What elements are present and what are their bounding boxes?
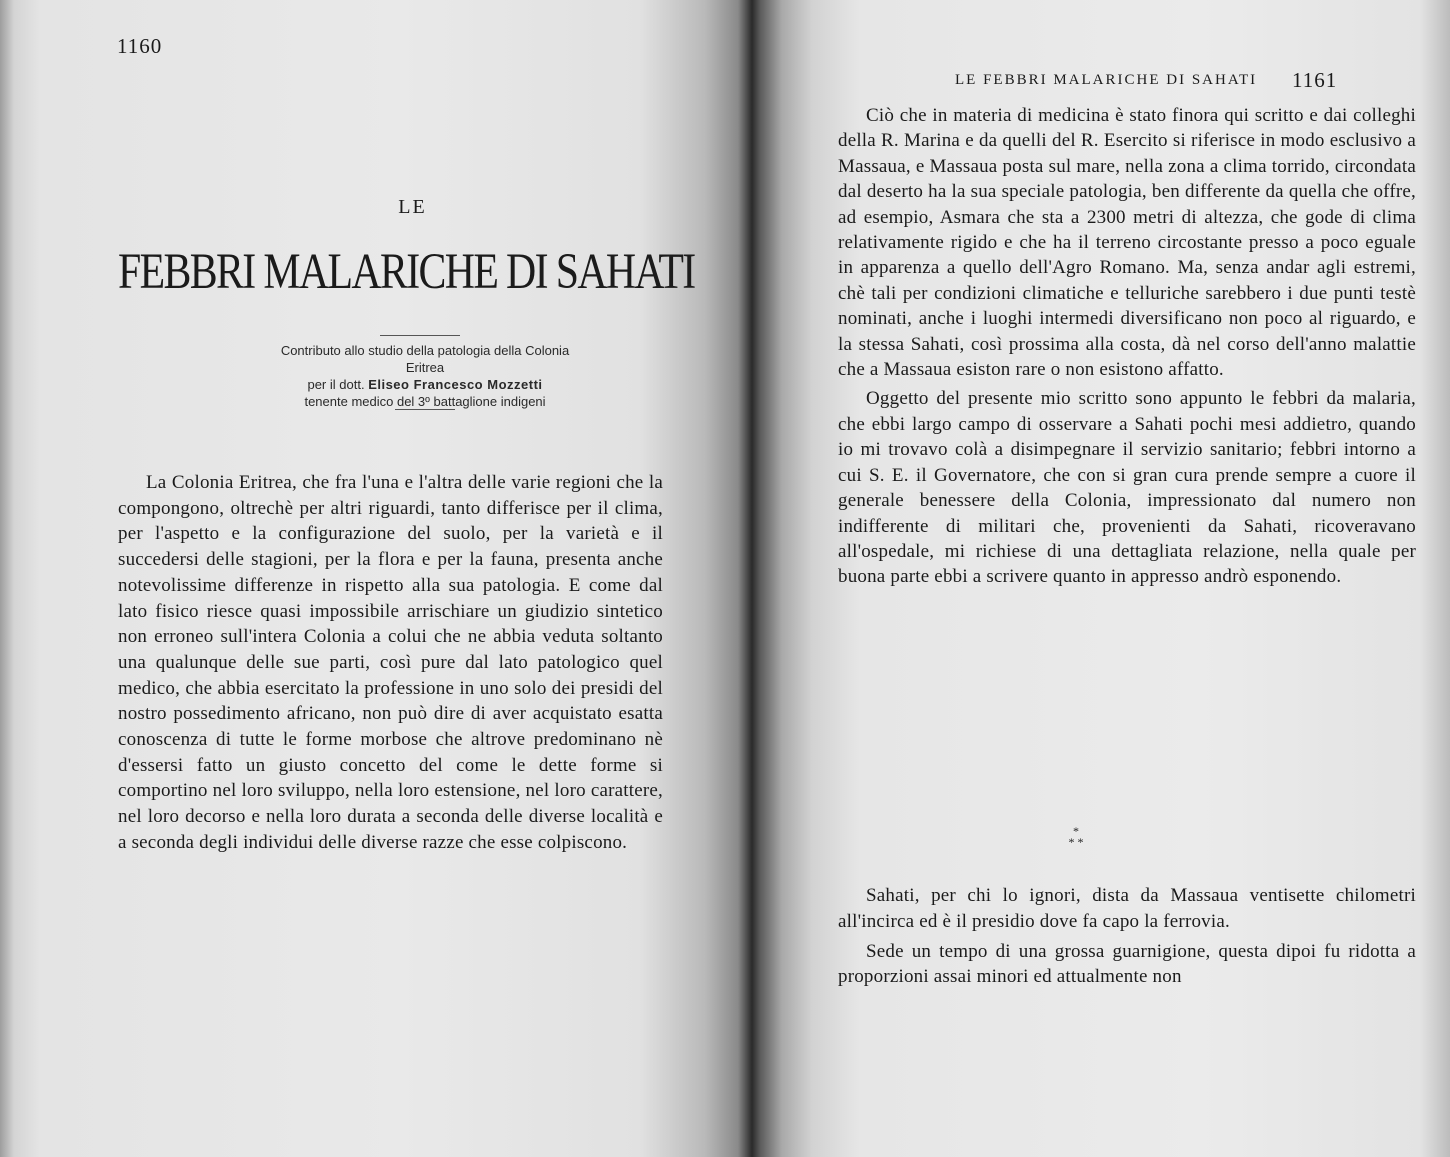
right-page: [760, 0, 1450, 1157]
author-line: [280, 376, 570, 393]
paragraph: La Colonia Eritrea, che fra l'una e l'altra delle varie regioni che la compongono, oltrechè per altri riguardi, tanto differisce per il clima, per l'aspetto e la configurazione del suolo, per la varietà e il succedersi delle stagioni, per la flora e per la fauna, presenta anche notevolissime differenze in rispetto alla sua patologia. E come dal lato fisico riesce quasi impossibile arrischiare un giudizio sintetico non erroneo sull'intera Colonia a colui che ne abbia veduta soltanto una qualunque delle sue parti, così pure dal lato patologico quel medico, che abbia esercitato la professione in uno solo dei presidi del nostro possedimento africano, non può dire di aver acquistato esatta conoscenza di tutte le forme morbose che altrove predominano nè d'essersi fatto un giusto concetto del come le dette forme si comportino nel loro sviluppo, nella loro estensione, nel loro carattere, nel loro decorso e nella loro durata a seconda delle diverse località e a seconda degli individui delle diverse razze che esse colpiscono.: [118, 472, 663, 853]
paragraph: Ciò che in materia di medicina è stato finora qui scritto e dai colleghi della R. Marina e da quelli del R. Esercito si riferisce in modo esclusivo a Massaua, e Massaua posta sul mare, nella zona a clima torrido, circondata dal deserto ha la sua speciale patologia, ben differente da quella che offre, ad esempio, Asmara che sta a 2300 metri di altezza, che gode di clima relativamente rigido e che ha il terreno circostante presso a poco eguale in apparenza a quello dell'Agro Romano. Ma, senza andar agli estremi, chè tali per condizioni climatiche e telluriche sarebbero i due punti testè nominati, anche i luoghi intermedi diversificano non poco al riguardo, e la stessa Sahati, così prossima alla costa, dà nel corso dell'anno malattie che a Massaua esiston rare o non esistono affatto.: [838, 105, 1416, 381]
title-rule-top: [380, 335, 460, 336]
page-number: 1160: [117, 34, 163, 58]
right-body-text-section: [838, 883, 1416, 990]
subtitle-block: [280, 342, 570, 410]
subtitle-line: Contributo allo studio della patologia della Colonia Eritrea: [280, 343, 570, 375]
right-body-text: [838, 103, 1416, 590]
paragraph: Sede un tempo di una grossa guarnigione, questa dipoi fu ridotta a proporzioni assai minori ed attualmente non: [838, 940, 1416, 988]
page-number: 1161: [1292, 68, 1338, 92]
asterism-bottom: * *: [1068, 835, 1084, 849]
asterism-top: *: [1073, 824, 1079, 838]
main-title: FEBBRI MALARICHE DI SAHATI: [118, 244, 695, 300]
paragraph: Oggetto del presente mio scritto sono appunto le febbri da malaria, che ebbi largo campo di osservare a Sahati pochi mesi addietro, quando io mi trovavo colà a disimpegnare il servizio sanitario; febbri intorno a cui S. E. il Governatore, che con si gran cura prende sempre a cuore il generale benessere della Colonia, impressionato dal numero non indifferente di militari che, provenienti da Sahati, ricoveravano all'ospedale, mi richiese di una dettagliata relazione, nella quale per buona parte ebbi a scrivere quanto in appresso andrò esponendo.: [838, 388, 1416, 588]
paragraph: Sahati, per chi lo ignori, dista da Massaua ventisette chilometri all'incirca ed è il presidio dove fa capo la ferrovia.: [838, 885, 1416, 932]
author-name: Eliseo Francesco Mozzetti: [368, 377, 543, 392]
left-body-text: [118, 470, 663, 856]
section-asterism: [1056, 826, 1096, 848]
running-head: LE FEBBRI MALARICHE DI SAHATI: [955, 72, 1258, 88]
author-rank: tenente medico del 3º battaglione indigeni: [304, 394, 546, 409]
author-prefix: per il dott.: [307, 377, 365, 392]
title-article: LE: [398, 196, 427, 218]
title-rule-bottom: [395, 409, 455, 410]
